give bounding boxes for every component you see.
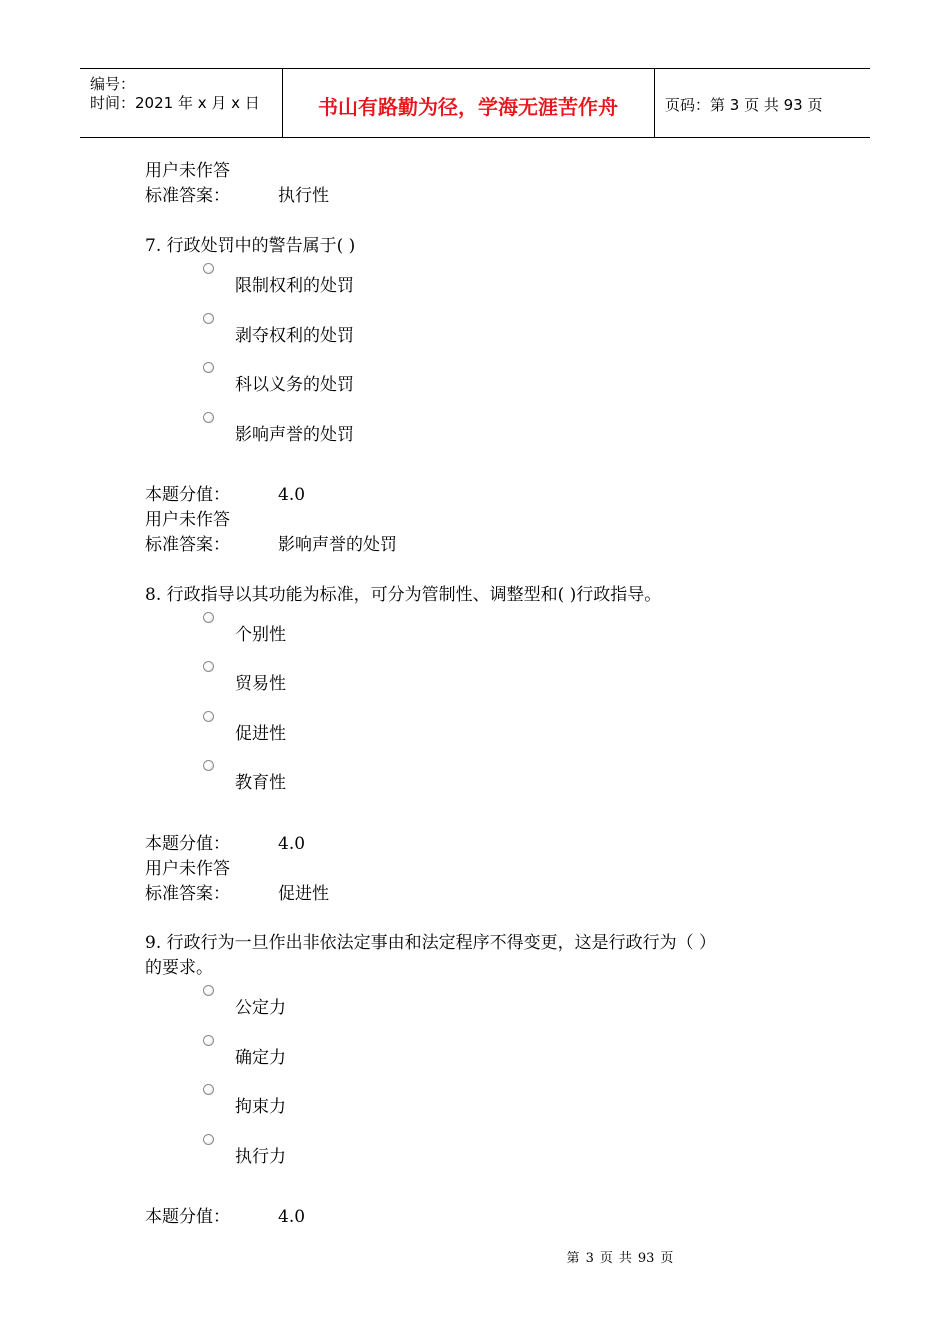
standard-answer-value: 影响声誉的处罚 (278, 535, 397, 555)
score-label: 本题分值： (145, 1207, 230, 1227)
option-label: 贸易性 (235, 674, 286, 694)
user-status: 用户未作答 (145, 510, 230, 530)
option-label: 科以义务的处罚 (235, 375, 354, 395)
footer-total-pages: 93 (637, 1251, 655, 1266)
number-label: 编号： (90, 75, 136, 93)
radio-button-icon[interactable] (203, 263, 214, 274)
page-footer (0, 1247, 950, 1266)
motto: 书山有路勤为径，学海无涯苦作舟 (318, 95, 618, 119)
question-text-continued: 的要求。 (145, 958, 213, 978)
radio-button-icon[interactable] (203, 412, 214, 423)
page-header (80, 68, 870, 138)
footer-ye: 页 (599, 1251, 613, 1266)
option-label: 执行力 (235, 1147, 286, 1167)
standard-answer-label: 标准答案： (145, 884, 230, 904)
score-value: 4.0 (278, 1207, 306, 1227)
radio-button-icon[interactable] (203, 985, 214, 996)
standard-answer-value: 执行性 (278, 186, 329, 206)
score-label: 本题分值： (145, 485, 230, 505)
option-label: 促进性 (235, 724, 286, 744)
score-label: 本题分值： (145, 834, 230, 854)
question-text: 9. 行政行为一旦作出非依法定事由和法定程序不得变更，这是行政行为（ ） (145, 933, 717, 953)
option-label: 限制权利的处罚 (235, 276, 354, 296)
user-status: 用户未作答 (145, 161, 230, 181)
option-label: 拘束力 (235, 1097, 286, 1117)
option-label: 影响声誉的处罚 (235, 425, 354, 445)
standard-answer-label: 标准答案： (145, 535, 230, 555)
standard-answer-label: 标准答案： (145, 186, 230, 206)
question-text: 7. 行政处罚中的警告属于( ) (145, 236, 356, 256)
footer-page-number: 3 (585, 1251, 594, 1266)
option-label: 个别性 (235, 625, 286, 645)
radio-button-icon[interactable] (203, 1084, 214, 1095)
option-label: 教育性 (235, 773, 286, 793)
header-motto-cell (282, 69, 655, 137)
radio-button-icon[interactable] (203, 362, 214, 373)
option-label: 剥夺权利的处罚 (235, 326, 354, 346)
footer-di: 第 (566, 1251, 580, 1266)
radio-button-icon[interactable] (203, 760, 214, 771)
score-value: 4.0 (278, 485, 306, 505)
question-text: 8. 行政指导以其功能为标准，可分为管制性、调整型和( )行政指导。 (145, 585, 662, 605)
score-value: 4.0 (278, 834, 306, 854)
radio-button-icon[interactable] (203, 1035, 214, 1046)
header-page-cell (655, 69, 870, 137)
footer-gong: 共 (618, 1251, 632, 1266)
page-info: 页码：第 3 页 共 93 页 (665, 96, 823, 114)
radio-button-icon[interactable] (203, 1134, 214, 1145)
radio-button-icon[interactable] (203, 612, 214, 623)
user-status: 用户未作答 (145, 859, 230, 879)
radio-button-icon[interactable] (203, 661, 214, 672)
footer-ye: 页 (660, 1251, 674, 1266)
time-label: 时间：2021 年 x 月 x 日 (90, 94, 260, 112)
option-label: 确定力 (235, 1048, 286, 1068)
option-label: 公定力 (235, 998, 286, 1018)
header-meta-cell (80, 69, 283, 137)
radio-button-icon[interactable] (203, 313, 214, 324)
radio-button-icon[interactable] (203, 711, 214, 722)
standard-answer-value: 促进性 (278, 884, 329, 904)
